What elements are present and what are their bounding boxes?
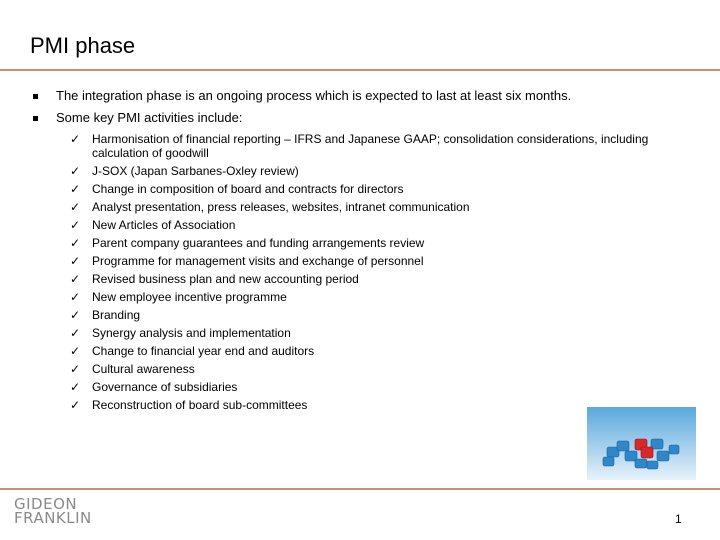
activity-item <box>70 308 700 322</box>
bullet-text: The integration phase is an ongoing process which is expected to last at least six months. <box>56 88 572 103</box>
checkmark-icon: ✓ <box>70 132 81 146</box>
activity-text: Programme for management visits and exchange of personnel <box>92 254 424 268</box>
bullet-list <box>30 88 700 132</box>
activity-item <box>70 362 700 376</box>
activity-text: Branding <box>92 308 141 322</box>
bullet-text: Some key PMI activities include: <box>56 110 243 125</box>
activity-text: Reconstruction of board sub-committees <box>92 398 308 412</box>
bullet-item <box>30 110 700 126</box>
activity-item <box>70 272 700 286</box>
footer-divider <box>0 488 720 490</box>
activity-text: New Articles of Association <box>92 218 236 232</box>
activity-item <box>70 200 700 214</box>
checkmark-icon: ✓ <box>70 380 81 394</box>
checkmark-icon: ✓ <box>70 254 81 268</box>
activity-text: New employee incentive programme <box>92 290 287 304</box>
checkmark-icon: ✓ <box>70 344 81 358</box>
checkmark-icon: ✓ <box>70 200 81 214</box>
square-bullet-icon <box>33 94 38 99</box>
activity-item <box>70 132 700 160</box>
checkmark-icon: ✓ <box>70 272 81 286</box>
activity-text: Synergy analysis and implementation <box>92 326 291 340</box>
bullet-item <box>30 88 700 104</box>
activity-item <box>70 236 700 250</box>
company-logo <box>14 497 92 525</box>
activity-item <box>70 380 700 394</box>
activity-text: Cultural awareness <box>92 362 195 376</box>
slide-title: PMI phase <box>30 33 136 58</box>
title-divider <box>0 69 720 71</box>
activity-item <box>70 254 700 268</box>
checkmark-icon: ✓ <box>70 218 81 232</box>
activity-text: Analyst presentation, press releases, websites, intranet communication <box>92 200 470 214</box>
checkmark-icon: ✓ <box>70 164 81 178</box>
activity-item <box>70 182 700 196</box>
puzzle-image <box>587 407 696 480</box>
activity-item <box>70 326 700 340</box>
checkmark-icon: ✓ <box>70 308 81 322</box>
activity-item <box>70 344 700 358</box>
checkmark-icon: ✓ <box>70 236 81 250</box>
activity-text: Change in composition of board and contracts for directors <box>92 182 404 196</box>
activity-item <box>70 290 700 304</box>
activity-item <box>70 164 700 178</box>
activity-list <box>70 132 700 416</box>
checkmark-icon: ✓ <box>70 290 81 304</box>
checkmark-icon: ✓ <box>70 182 81 196</box>
activity-text: J-SOX (Japan Sarbanes-Oxley review) <box>92 164 299 178</box>
activity-text: Revised business plan and new accounting period <box>92 272 359 286</box>
checkmark-icon: ✓ <box>70 326 81 340</box>
activity-text: Parent company guarantees and funding arrangements review <box>92 236 425 250</box>
checkmark-icon: ✓ <box>70 398 81 412</box>
checkmark-icon: ✓ <box>70 362 81 376</box>
activity-text: Governance of subsidiaries <box>92 380 238 394</box>
square-bullet-icon <box>33 116 38 121</box>
activity-item <box>70 218 700 232</box>
activity-text: Harmonisation of financial reporting – IFRS and Japanese GAAP; consolidation considerations, including calculation of goodwill <box>92 132 649 160</box>
activity-text: Change to financial year end and auditors <box>92 344 315 358</box>
page-number: 1 <box>675 512 682 526</box>
logo-line-1: GIDEON <box>14 495 78 513</box>
logo-line-2: FRANKLIN <box>14 509 92 527</box>
